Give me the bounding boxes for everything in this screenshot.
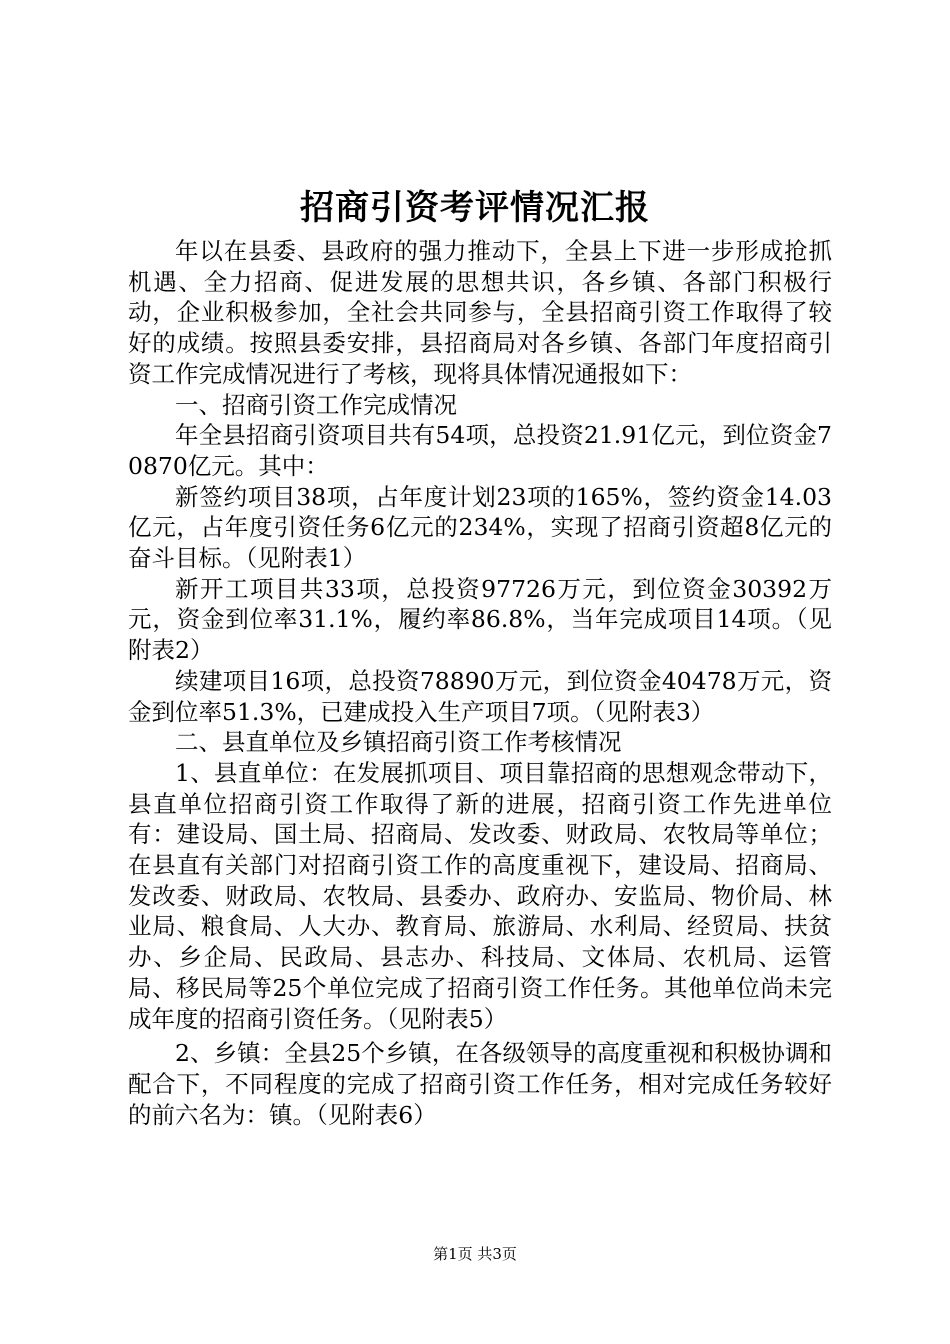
new-started-projects-paragraph: 新开工项目共33项，总投资97726万元，到位资金30392万元，资金到位率31.1%，履约率86.8%，当年完成项目14项。（见附表2） [128,574,832,665]
intro-paragraph: 年以在县委、县政府的强力推动下，全县上下进一步形成抢抓机遇、全力招商、促进发展的思想共识，各乡镇、各部门积极行动，企业积极参加，全社会共同参与，全县招商引资工作取得了较好的成绩。按照县委安排，县招商局对各乡镇、各部门年度招商引资工作完成情况进行了考核，现将具体情况通报如下： [128,237,832,388]
summary-paragraph: 年全县招商引资项目共有54项，总投资21.91亿元，到位资金70870亿元。其中： [128,421,832,480]
continued-projects-paragraph: 续建项目16项，总投资78890万元，到位资金40478万元，资金到位率51.3%，已建成投入生产项目7项。（见附表3） [128,666,832,726]
section-heading-1: 一、招商引资工作完成情况 [175,390,457,419]
document-body [128,236,832,1130]
townships-paragraph: 2、乡镇：全县25个乡镇，在各级领导的高度重视和积极协调和配合下，不同程度的完成了招商引资工作任务，相对完成任务较好的前六名为：镇。（见附表6） [128,1039,832,1129]
document-title: 招商引资考评情况汇报 [300,188,650,228]
new-signed-projects-paragraph: 新签约项目38项，占年度计划23项的165%，签约资金14.03亿元，占年度引资任务6亿元的234%，实现了招商引资超8亿元的奋斗目标。（见附表1） [128,482,832,573]
section-heading-2: 二、县直单位及乡镇招商引资工作考核情况 [175,728,622,757]
page-footer: 第1页 共3页 [433,1245,517,1263]
county-units-paragraph: 1、县直单位：在发展抓项目、项目靠招商的思想观念带动下，县直单位招商引资工作取得了新的进展，招商引资工作先进单位有：建设局、国土局、招商局、发改委、财政局、农牧局等单位；在县直有关部门对招商引资工作的高度重视下，建设局、招商局、发改委、财政局、农牧局、县委办、政府办、安监局、物价局、林业局、粮食局、人大办、教育局、旅游局、水利局、经贸局、扶贫办、乡企局、民政局、县志办、科技局、文体局、农机局、运管局、移民局等25个单位完成了招商引资工作任务。其他单位尚未完成年度的招商引资任务。（见附表5） [128,758,832,1033]
